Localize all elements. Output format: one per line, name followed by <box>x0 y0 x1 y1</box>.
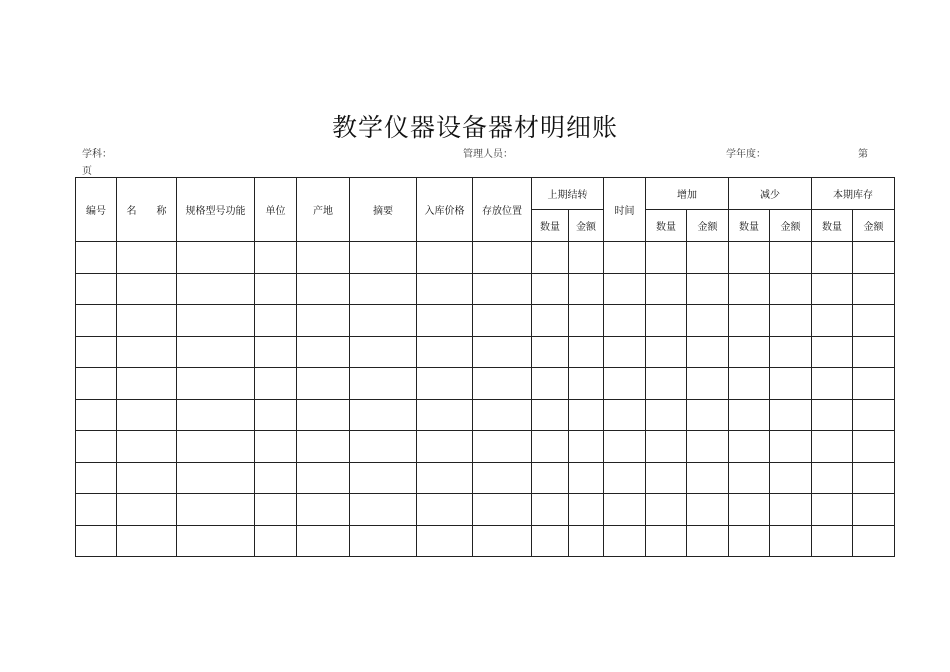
table-cell[interactable] <box>853 273 895 305</box>
header-origin: 产地 <box>297 178 350 242</box>
table-cell[interactable] <box>297 399 350 431</box>
table-cell[interactable] <box>417 399 473 431</box>
table-cell[interactable] <box>417 336 473 368</box>
table-cell[interactable] <box>729 399 770 431</box>
table-cell[interactable] <box>76 525 117 557</box>
table-cell[interactable] <box>350 399 417 431</box>
table-cell[interactable] <box>770 368 812 400</box>
table-cell[interactable] <box>532 494 569 526</box>
table-cell[interactable] <box>569 494 604 526</box>
table-cell[interactable] <box>297 273 350 305</box>
table-cell[interactable] <box>569 399 604 431</box>
table-cell[interactable] <box>569 462 604 494</box>
table-cell[interactable] <box>177 399 255 431</box>
table-cell[interactable] <box>853 399 895 431</box>
table-cell[interactable] <box>812 305 853 337</box>
table-cell[interactable] <box>76 431 117 463</box>
table-cell[interactable] <box>177 525 255 557</box>
table-cell[interactable] <box>853 305 895 337</box>
table-cell[interactable] <box>687 431 729 463</box>
table-cell[interactable] <box>177 431 255 463</box>
table-cell[interactable] <box>297 462 350 494</box>
table-cell[interactable] <box>812 273 853 305</box>
table-cell[interactable] <box>770 336 812 368</box>
table-cell[interactable] <box>76 368 117 400</box>
table-cell[interactable] <box>604 525 646 557</box>
table-cell[interactable] <box>350 462 417 494</box>
table-cell[interactable] <box>417 305 473 337</box>
table-cell[interactable] <box>473 525 532 557</box>
header-time: 时间 <box>604 178 646 242</box>
table-cell[interactable] <box>569 525 604 557</box>
page-number-prefix: 第 <box>858 149 868 160</box>
table-cell[interactable] <box>297 525 350 557</box>
table-cell[interactable] <box>532 242 569 274</box>
header-spec: 规格型号功能 <box>177 178 255 242</box>
header-stock-qty: 数量 <box>812 210 853 242</box>
table-cell[interactable] <box>350 525 417 557</box>
table-cell[interactable] <box>417 525 473 557</box>
table-cell[interactable] <box>473 431 532 463</box>
header-decrease-amount: 金额 <box>770 210 812 242</box>
table-cell[interactable] <box>729 273 770 305</box>
table-cell[interactable] <box>177 462 255 494</box>
table-cell[interactable] <box>473 273 532 305</box>
table-cell[interactable] <box>255 431 297 463</box>
page-number-suffix: 页 <box>82 166 92 177</box>
table-cell[interactable] <box>532 368 569 400</box>
table-cell[interactable] <box>604 494 646 526</box>
table-row <box>76 305 895 337</box>
table-cell[interactable] <box>604 462 646 494</box>
table-cell[interactable] <box>255 305 297 337</box>
table-cell[interactable] <box>76 305 117 337</box>
table-cell[interactable] <box>646 431 687 463</box>
document-title: 教学仪器设备器材明细账 <box>331 113 618 142</box>
table-cell[interactable] <box>177 368 255 400</box>
table-cell[interactable] <box>255 494 297 526</box>
table-row <box>76 494 895 526</box>
header-prev-qty: 数量 <box>532 210 569 242</box>
table-cell[interactable] <box>729 462 770 494</box>
table-cell[interactable] <box>76 242 117 274</box>
table-cell[interactable] <box>687 399 729 431</box>
table-cell[interactable] <box>297 336 350 368</box>
table-cell[interactable] <box>532 399 569 431</box>
table-cell[interactable] <box>297 305 350 337</box>
header-summary: 摘要 <box>350 178 417 242</box>
table-cell[interactable] <box>417 273 473 305</box>
table-cell[interactable] <box>569 305 604 337</box>
table-cell[interactable] <box>569 242 604 274</box>
table-cell[interactable] <box>853 368 895 400</box>
table-cell[interactable] <box>350 305 417 337</box>
table-cell[interactable] <box>569 273 604 305</box>
header-unit: 单位 <box>255 178 297 242</box>
table-cell[interactable] <box>76 462 117 494</box>
table-cell[interactable] <box>770 273 812 305</box>
table-cell[interactable] <box>117 525 177 557</box>
table-cell[interactable] <box>117 494 177 526</box>
table-cell[interactable] <box>729 305 770 337</box>
table-cell[interactable] <box>687 525 729 557</box>
table-cell[interactable] <box>770 494 812 526</box>
header-decrease: 减少 <box>729 178 812 210</box>
table-cell[interactable] <box>812 368 853 400</box>
header-prev-amount: 金额 <box>569 210 604 242</box>
table-cell[interactable] <box>117 242 177 274</box>
table-cell[interactable] <box>255 273 297 305</box>
equipment-ledger-table <box>75 177 895 557</box>
table-cell[interactable] <box>350 368 417 400</box>
header-prev-carry: 上期结转 <box>532 178 604 210</box>
table-cell[interactable] <box>76 399 117 431</box>
table-cell[interactable] <box>729 525 770 557</box>
table-cell[interactable] <box>646 305 687 337</box>
table-cell[interactable] <box>604 431 646 463</box>
table-row <box>76 431 895 463</box>
table-cell[interactable] <box>729 336 770 368</box>
table-cell[interactable] <box>255 242 297 274</box>
table-cell[interactable] <box>770 399 812 431</box>
header-serial: 编号 <box>76 178 117 242</box>
table-cell[interactable] <box>350 431 417 463</box>
table-cell[interactable] <box>255 462 297 494</box>
table-row <box>76 462 895 494</box>
table-cell[interactable] <box>473 462 532 494</box>
table-cell[interactable] <box>473 494 532 526</box>
header-location: 存放位置 <box>473 178 532 242</box>
table-row <box>76 399 895 431</box>
table-cell[interactable] <box>687 305 729 337</box>
table-row <box>76 336 895 368</box>
header-increase: 增加 <box>646 178 729 210</box>
table-cell[interactable] <box>812 494 853 526</box>
table-cell[interactable] <box>853 494 895 526</box>
table-cell[interactable] <box>604 273 646 305</box>
table-cell[interactable] <box>812 462 853 494</box>
table-cell[interactable] <box>117 305 177 337</box>
table-cell[interactable] <box>853 242 895 274</box>
table-cell[interactable] <box>177 305 255 337</box>
table-cell[interactable] <box>646 462 687 494</box>
table-cell[interactable] <box>117 431 177 463</box>
table-cell[interactable] <box>569 336 604 368</box>
table-cell[interactable] <box>417 431 473 463</box>
table-cell[interactable] <box>770 305 812 337</box>
table-cell[interactable] <box>770 462 812 494</box>
table-cell[interactable] <box>297 242 350 274</box>
table-cell[interactable] <box>532 525 569 557</box>
table-cell[interactable] <box>473 336 532 368</box>
school-year-label: 学年度： <box>726 149 766 160</box>
subject-label: 学科： <box>82 149 112 160</box>
manager-label: 管理人员： <box>463 149 513 160</box>
table-cell[interactable] <box>417 242 473 274</box>
table-cell[interactable] <box>687 494 729 526</box>
ledger-body <box>76 242 895 557</box>
table-cell[interactable] <box>687 336 729 368</box>
table-cell[interactable] <box>646 494 687 526</box>
table-cell[interactable] <box>76 336 117 368</box>
table-row <box>76 273 895 305</box>
table-cell[interactable] <box>177 336 255 368</box>
table-cell[interactable] <box>812 431 853 463</box>
table-cell[interactable] <box>350 494 417 526</box>
table-cell[interactable] <box>117 336 177 368</box>
table-cell[interactable] <box>350 273 417 305</box>
table-cell[interactable] <box>417 368 473 400</box>
table-cell[interactable] <box>853 462 895 494</box>
table-cell[interactable] <box>473 305 532 337</box>
table-cell[interactable] <box>417 462 473 494</box>
table-cell[interactable] <box>646 336 687 368</box>
table-cell[interactable] <box>812 525 853 557</box>
table-cell[interactable] <box>532 273 569 305</box>
table-cell[interactable] <box>646 273 687 305</box>
table-cell[interactable] <box>76 273 117 305</box>
table-cell[interactable] <box>255 368 297 400</box>
header-decrease-qty: 数量 <box>729 210 770 242</box>
table-cell[interactable] <box>473 368 532 400</box>
table-cell[interactable] <box>687 462 729 494</box>
table-row <box>76 368 895 400</box>
table-cell[interactable] <box>687 242 729 274</box>
table-row <box>76 242 895 274</box>
table-cell[interactable] <box>812 242 853 274</box>
table-cell[interactable] <box>646 242 687 274</box>
header-increase-qty: 数量 <box>646 210 687 242</box>
table-cell[interactable] <box>687 368 729 400</box>
table-cell[interactable] <box>687 273 729 305</box>
table-cell[interactable] <box>255 336 297 368</box>
table-cell[interactable] <box>604 336 646 368</box>
header-in-price: 入库价格 <box>417 178 473 242</box>
table-cell[interactable] <box>177 242 255 274</box>
table-cell[interactable] <box>853 525 895 557</box>
table-cell[interactable] <box>604 305 646 337</box>
table-cell[interactable] <box>569 431 604 463</box>
table-cell[interactable] <box>76 494 117 526</box>
table-cell[interactable] <box>117 462 177 494</box>
table-cell[interactable] <box>117 399 177 431</box>
table-cell[interactable] <box>729 242 770 274</box>
table-cell[interactable] <box>532 462 569 494</box>
table-cell[interactable] <box>473 399 532 431</box>
table-cell[interactable] <box>177 494 255 526</box>
table-cell[interactable] <box>770 242 812 274</box>
table-cell[interactable] <box>853 431 895 463</box>
table-cell[interactable] <box>297 494 350 526</box>
table-cell[interactable] <box>297 431 350 463</box>
table-cell[interactable] <box>604 399 646 431</box>
table-cell[interactable] <box>350 336 417 368</box>
table-cell[interactable] <box>532 336 569 368</box>
table-cell[interactable] <box>812 399 853 431</box>
table-cell[interactable] <box>853 336 895 368</box>
header-stock-amount: 金额 <box>853 210 895 242</box>
table-cell[interactable] <box>297 368 350 400</box>
table-cell[interactable] <box>729 368 770 400</box>
table-cell[interactable] <box>569 368 604 400</box>
table-cell[interactable] <box>177 273 255 305</box>
table-cell[interactable] <box>117 368 177 400</box>
table-cell[interactable] <box>604 368 646 400</box>
table-cell[interactable] <box>812 336 853 368</box>
table-row <box>76 525 895 557</box>
table-cell[interactable] <box>604 242 646 274</box>
table-cell[interactable] <box>255 399 297 431</box>
table-cell[interactable] <box>117 273 177 305</box>
table-cell[interactable] <box>729 494 770 526</box>
header-current-stock: 本期库存 <box>812 178 895 210</box>
table-cell[interactable] <box>770 431 812 463</box>
table-cell[interactable] <box>350 242 417 274</box>
table-cell[interactable] <box>729 431 770 463</box>
table-cell[interactable] <box>646 399 687 431</box>
table-cell[interactable] <box>417 494 473 526</box>
table-cell[interactable] <box>473 242 532 274</box>
table-cell[interactable] <box>532 305 569 337</box>
header-name: 名 称 <box>117 178 177 242</box>
table-cell[interactable] <box>770 525 812 557</box>
table-cell[interactable] <box>255 525 297 557</box>
table-cell[interactable] <box>646 368 687 400</box>
header-increase-amount: 金额 <box>687 210 729 242</box>
table-cell[interactable] <box>532 431 569 463</box>
table-cell[interactable] <box>646 525 687 557</box>
